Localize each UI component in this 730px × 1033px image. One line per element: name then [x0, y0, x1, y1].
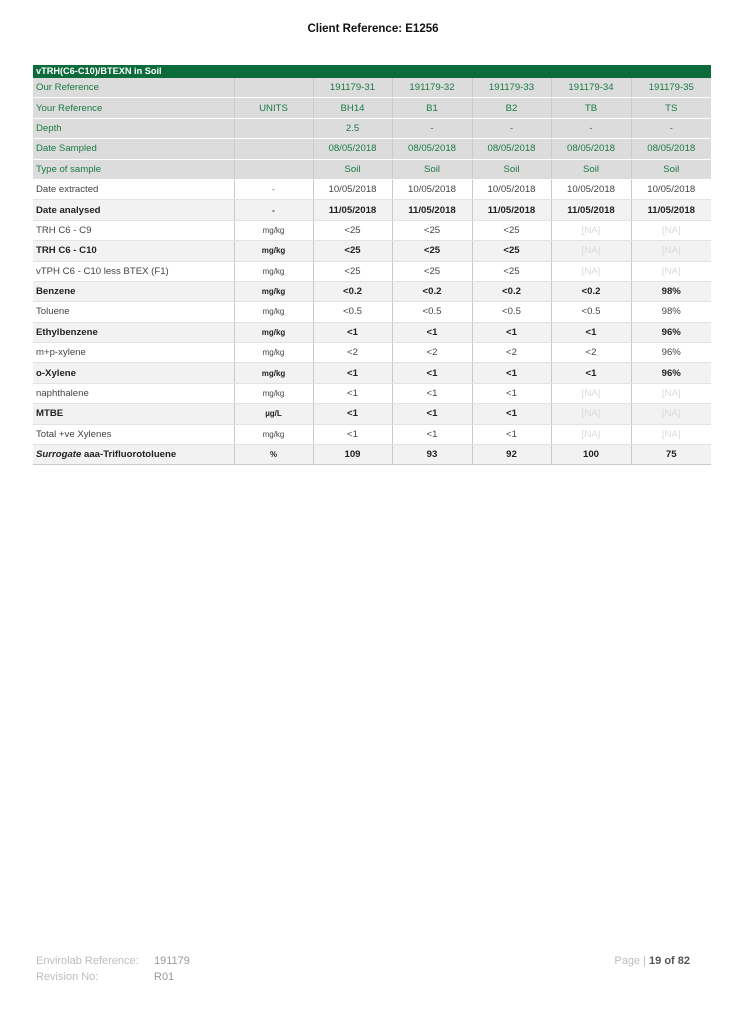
row-label-text: m+p-xylene [36, 347, 86, 359]
row-label [33, 343, 234, 363]
row-unit [234, 159, 313, 179]
row-value: 08/05/2018 [472, 139, 551, 159]
row-value: 93 [392, 445, 472, 465]
table-row [33, 302, 711, 322]
row-value: 191179-35 [631, 78, 711, 98]
table-row [33, 445, 711, 465]
row-label-text: Ethylbenzene [36, 326, 98, 338]
row-value: 10/05/2018 [392, 179, 472, 199]
row-value: [NA] [631, 261, 711, 281]
row-unit: mg/kg [234, 383, 313, 403]
row-label: Our Reference [33, 78, 234, 98]
row-value: Soil [313, 159, 392, 179]
row-value: 96% [631, 343, 711, 363]
reference-row [33, 139, 711, 159]
row-value: [NA] [551, 261, 631, 281]
row-label-text: aaa-Trifluorotoluene [81, 449, 177, 461]
row-value: <1 [472, 322, 551, 342]
row-label: Your Reference [33, 98, 234, 118]
results-table [33, 65, 711, 465]
table-row [33, 220, 711, 240]
row-value: 11/05/2018 [631, 200, 711, 220]
reference-row [33, 118, 711, 138]
row-value: [NA] [551, 383, 631, 403]
table-row [33, 179, 711, 199]
row-value: 2.5 [313, 118, 392, 138]
reference-row [33, 98, 711, 118]
row-value: <1 [313, 424, 392, 444]
row-label [33, 363, 234, 383]
row-value: 191179-33 [472, 78, 551, 98]
table-row [33, 404, 711, 424]
row-value: 11/05/2018 [472, 200, 551, 220]
row-label [33, 302, 234, 322]
row-value: 75 [631, 445, 711, 465]
row-unit: mg/kg [234, 281, 313, 301]
row-label: Depth [33, 118, 234, 138]
table-row [33, 363, 711, 383]
row-value: 96% [631, 322, 711, 342]
row-label-text: Benzene [36, 286, 76, 298]
row-value: Soil [631, 159, 711, 179]
table-title-row [33, 65, 711, 78]
row-value: <1 [392, 424, 472, 444]
row-unit: mg/kg [234, 424, 313, 444]
row-value: 92 [472, 445, 551, 465]
row-unit: mg/kg [234, 363, 313, 383]
row-unit: % [234, 445, 313, 465]
row-value: 11/05/2018 [392, 200, 472, 220]
row-value: <1 [313, 322, 392, 342]
row-unit: - [234, 179, 313, 199]
row-value: 10/05/2018 [631, 179, 711, 199]
row-value: <0.5 [472, 302, 551, 322]
row-label: Date Sampled [33, 139, 234, 159]
row-value: 11/05/2018 [551, 200, 631, 220]
row-value: <1 [472, 404, 551, 424]
row-value: TB [551, 98, 631, 118]
row-label-text: vTPH C6 - C10 less BTEX (F1) [36, 265, 169, 277]
row-label [33, 322, 234, 342]
row-value: [NA] [631, 241, 711, 261]
row-value: - [631, 118, 711, 138]
row-value: <25 [472, 241, 551, 261]
row-unit: mg/kg [234, 261, 313, 281]
row-value: [NA] [551, 404, 631, 424]
table-row [33, 261, 711, 281]
row-label [33, 445, 234, 465]
row-value: - [472, 118, 551, 138]
row-value: <25 [392, 220, 472, 240]
row-value: - [551, 118, 631, 138]
row-unit: µg/L [234, 404, 313, 424]
row-label-text: MTBE [36, 408, 64, 420]
table-row [33, 322, 711, 342]
row-value: 191179-32 [392, 78, 472, 98]
row-value: <1 [551, 322, 631, 342]
row-value: BH14 [313, 98, 392, 118]
row-value: - [392, 118, 472, 138]
row-unit: - [234, 200, 313, 220]
row-value: 11/05/2018 [313, 200, 392, 220]
row-value: [NA] [631, 220, 711, 240]
row-label [33, 261, 234, 281]
revision-value: R01 [154, 971, 175, 983]
row-value: <0.2 [313, 281, 392, 301]
page-label: Page | [614, 955, 646, 967]
table-row [33, 200, 711, 220]
table-row [33, 241, 711, 261]
row-unit: mg/kg [234, 322, 313, 342]
row-value: <1 [392, 322, 472, 342]
row-unit: mg/kg [234, 220, 313, 240]
row-value: 10/05/2018 [313, 179, 392, 199]
row-label-text: Toluene [36, 306, 70, 318]
table-row [33, 343, 711, 363]
row-value: <25 [313, 261, 392, 281]
row-value: <25 [392, 241, 472, 261]
row-value: 10/05/2018 [472, 179, 551, 199]
row-value: Soil [392, 159, 472, 179]
page-value: 19 of 82 [649, 955, 690, 967]
row-value: <25 [313, 241, 392, 261]
row-unit: mg/kg [234, 343, 313, 363]
table-row [33, 424, 711, 444]
row-value: <1 [472, 424, 551, 444]
row-value: <2 [551, 343, 631, 363]
row-value: <1 [392, 383, 472, 403]
row-unit [234, 139, 313, 159]
row-label: Type of sample [33, 159, 234, 179]
row-value: 08/05/2018 [313, 139, 392, 159]
row-value: 191179-34 [551, 78, 631, 98]
row-value: 96% [631, 363, 711, 383]
row-value: <2 [313, 343, 392, 363]
row-label [33, 424, 234, 444]
revision-label: Revision No: [36, 971, 99, 983]
row-label-text: TRH C6 - C9 [36, 224, 92, 236]
row-value: B1 [392, 98, 472, 118]
row-label [33, 281, 234, 301]
row-value: [NA] [631, 404, 711, 424]
row-value: <2 [472, 343, 551, 363]
row-value: <25 [472, 261, 551, 281]
row-value: TS [631, 98, 711, 118]
row-value: 100 [551, 445, 631, 465]
row-value: 10/05/2018 [551, 179, 631, 199]
row-value: Soil [551, 159, 631, 179]
envirolab-reference-label: Envirolab Reference: [36, 955, 139, 967]
row-value: [NA] [551, 424, 631, 444]
row-label-text: o-Xylene [36, 367, 76, 379]
row-label [33, 383, 234, 403]
row-value: <0.2 [472, 281, 551, 301]
results-table-body [33, 65, 711, 465]
row-value: 98% [631, 302, 711, 322]
table-row [33, 383, 711, 403]
row-label-text: naphthalene [36, 388, 89, 400]
row-label-text: TRH C6 - C10 [36, 245, 97, 257]
row-unit [234, 78, 313, 98]
row-value: [NA] [631, 424, 711, 444]
row-label [33, 404, 234, 424]
row-value: <1 [472, 383, 551, 403]
row-label [33, 220, 234, 240]
row-value: 191179-31 [313, 78, 392, 98]
table-title: vTRH(C6-C10)/BTEXN in Soil [33, 65, 234, 78]
row-value: <2 [392, 343, 472, 363]
row-value: 08/05/2018 [631, 139, 711, 159]
row-value: <25 [313, 220, 392, 240]
row-unit: UNITS [234, 98, 313, 118]
row-label-text: Date analysed [36, 204, 101, 216]
row-value: <1 [472, 363, 551, 383]
row-value: 08/05/2018 [392, 139, 472, 159]
page-number [614, 955, 690, 967]
row-value: <0.2 [392, 281, 472, 301]
row-value: <25 [472, 220, 551, 240]
row-value: <0.2 [551, 281, 631, 301]
row-value: <0.5 [392, 302, 472, 322]
row-label-text: Total +ve Xylenes [36, 428, 112, 440]
row-label [33, 179, 234, 199]
row-value: <1 [551, 363, 631, 383]
row-value: <1 [392, 404, 472, 424]
table-row [33, 281, 711, 301]
row-value: [NA] [551, 220, 631, 240]
row-value: <1 [313, 363, 392, 383]
row-value: Soil [472, 159, 551, 179]
row-value: <1 [313, 404, 392, 424]
row-value: B2 [472, 98, 551, 118]
row-label [33, 200, 234, 220]
row-unit: mg/kg [234, 302, 313, 322]
reference-row [33, 78, 711, 98]
row-value: 109 [313, 445, 392, 465]
footer-reference [36, 953, 190, 985]
row-value: <25 [392, 261, 472, 281]
row-label-italic: Surrogate [36, 449, 82, 461]
row-value: [NA] [551, 241, 631, 261]
row-value: 98% [631, 281, 711, 301]
page-title: Client Reference: E1256 [307, 23, 439, 35]
row-label-text: Date extracted [36, 184, 99, 196]
row-value: <0.5 [551, 302, 631, 322]
row-value: <1 [313, 383, 392, 403]
row-unit: mg/kg [234, 241, 313, 261]
row-unit [234, 118, 313, 138]
envirolab-reference-value: 191179 [154, 955, 190, 967]
reference-row [33, 159, 711, 179]
row-value: 08/05/2018 [551, 139, 631, 159]
row-value: [NA] [631, 383, 711, 403]
row-value: <1 [392, 363, 472, 383]
row-value: <0.5 [313, 302, 392, 322]
row-label [33, 241, 234, 261]
